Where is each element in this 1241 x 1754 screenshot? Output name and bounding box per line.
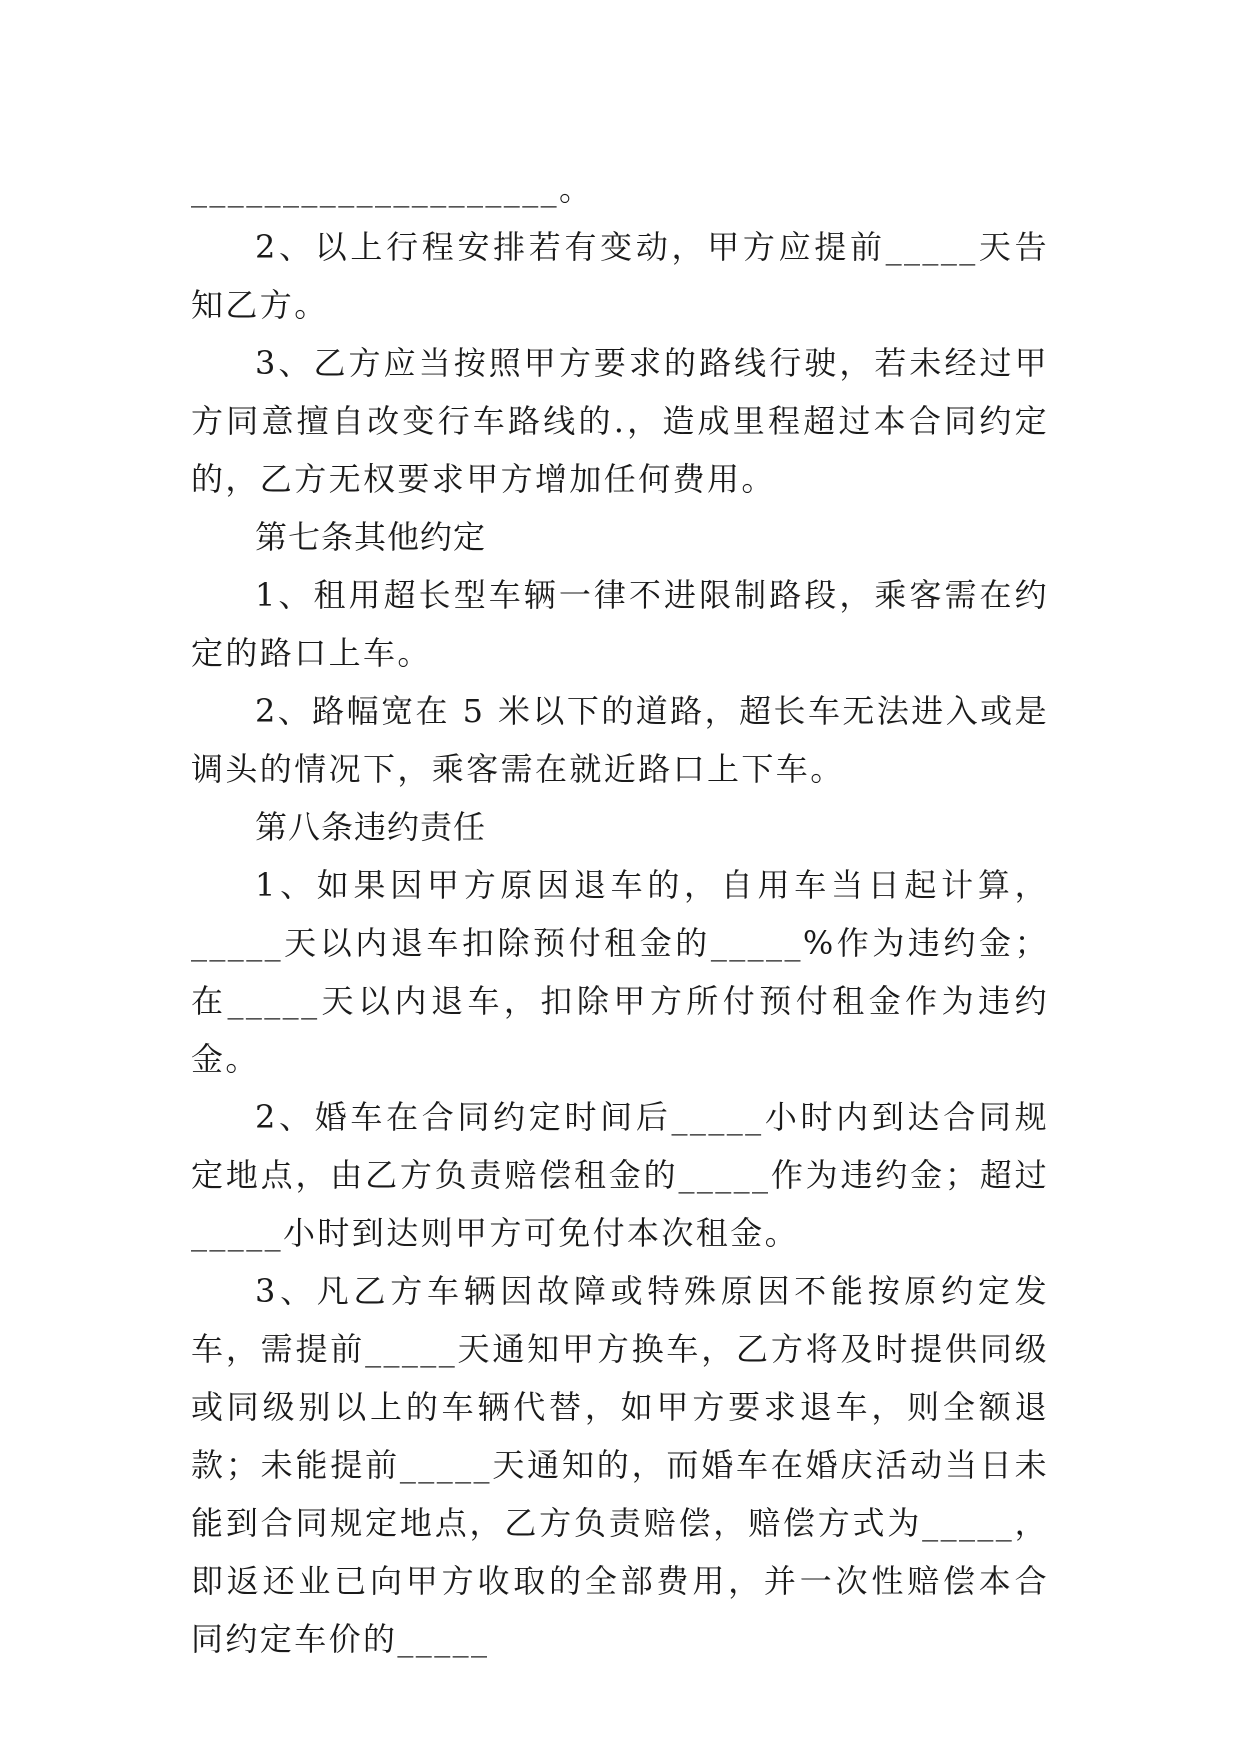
clause-paragraph: 2、路幅宽在 5 米以下的道路，超长车无法进入或是调头的情况下，乘客需在就近路口上下车。 [191,692,1049,788]
clause-paragraph: 2、以上行程安排若有变动，甲方应提前_____天告知乙方。 [191,228,1049,324]
section-heading: 第七条其他约定 [255,518,487,556]
clause-paragraph: 1、如果因甲方原因退车的，自用车当日起计算，_____天以内退车扣除预付租金的_____%作为违约金；在_____天以内退车，扣除甲方所付预付租金作为违约金。 [191,866,1049,1078]
section-heading: 第八条违约责任 [255,808,487,846]
clause-paragraph: 3、乙方应当按照甲方要求的路线行驶，若未经过甲方同意擅自改变行车路线的.，造成里程超过本合同约定的，乙方无权要求甲方增加任何费用。 [191,344,1049,498]
clause-paragraph: 3、凡乙方车辆因故障或特殊原因不能按原约定发车，需提前_____天通知甲方换车，乙方将及时提供同级或同级别以上的车辆代替，如甲方要求退车，则全额退款；未能提前_____天通知的，而婚车在婚庆活动当日未能到合同规定地点，乙方负责赔偿，赔偿方式为_____，即返还业已向甲方收取的全部费用，并一次性赔偿本合同约定车价的_____ [191,1272,1049,1658]
clause-paragraph: 1、租用超长型车辆一律不进限制路段，乘客需在约定的路口上车。 [191,576,1049,672]
clause-paragraph: 2、婚车在合同约定时间后_____小时内到达合同规定地点，由乙方负责赔偿租金的_____作为违约金；超过_____小时到达则甲方可免付本次租金。 [191,1098,1049,1252]
document-body [191,160,1049,1668]
paragraph-continuation: ____________________。 [191,170,594,208]
